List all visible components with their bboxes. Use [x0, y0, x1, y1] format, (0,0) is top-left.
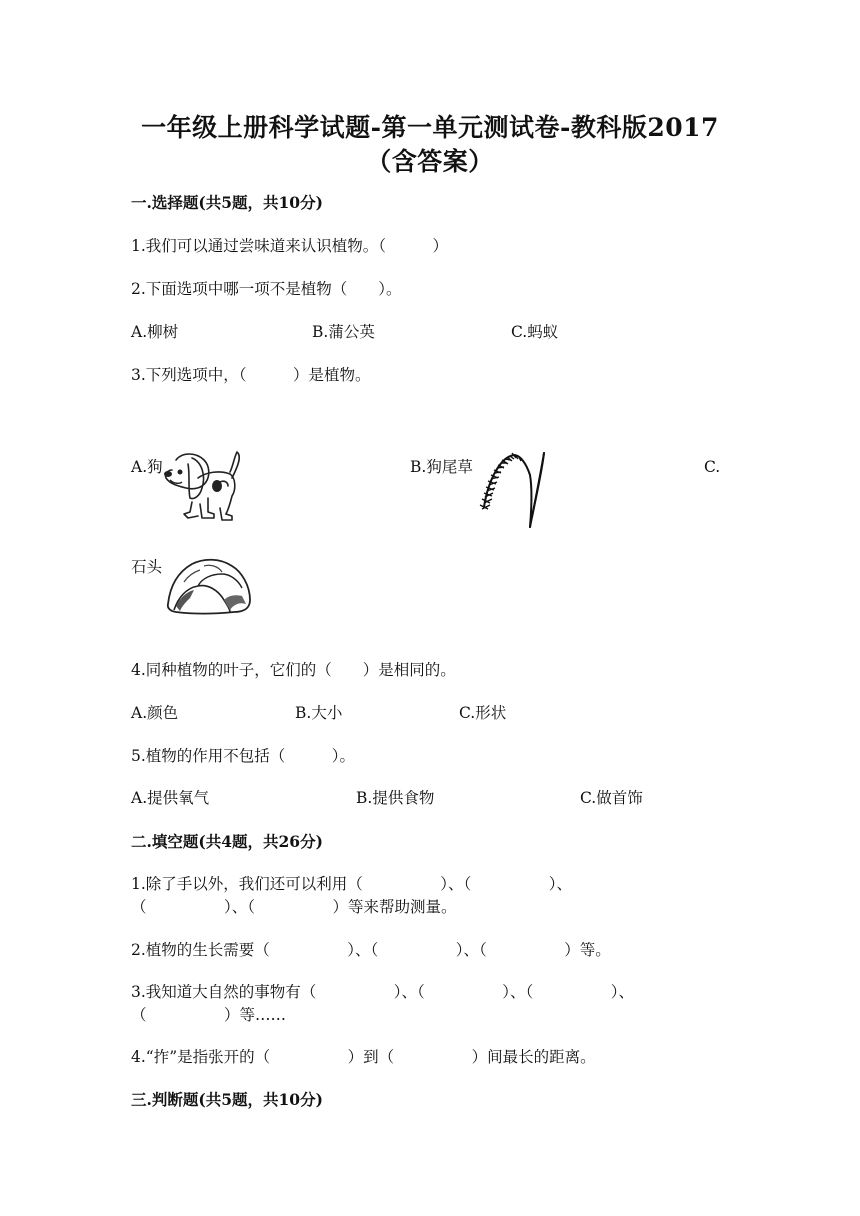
fill-question-1-line2: （ ）、（ ）等来帮助测量。 — [131, 898, 457, 916]
q2-option-c: C.蚂蚁 — [511, 323, 559, 341]
section-heading-fill: 二.填空题(共4题，共26分) — [131, 832, 323, 851]
fill-question-1-line1: 1.除了手以外，我们还可以利用（ ）、（ ）、 — [131, 875, 573, 893]
question-3: 3.下列选项中，（ ）是植物。 — [131, 366, 371, 384]
section-heading-choice: 一.选择题(共5题，共10分) — [131, 193, 323, 212]
q5-option-b: B.提供食物 — [356, 789, 435, 807]
q3-option-c-text: 石头 — [131, 558, 163, 576]
page-subtitle: （含答案） — [366, 147, 494, 176]
q3-option-c: C. — [704, 458, 721, 476]
q3-option-a: A.狗 — [131, 458, 163, 476]
q4-option-b: B.大小 — [295, 704, 343, 722]
question-5: 5.植物的作用不包括（ ）。 — [131, 747, 356, 765]
question-4: 4.同种植物的叶子，它们的（ ）是相同的。 — [131, 661, 456, 679]
foxtail-grass-icon — [476, 447, 548, 531]
dog-icon — [162, 448, 252, 524]
fill-question-3-line1: 3.我知道大自然的事物有（ ）、（ ）、（ ）、 — [131, 983, 635, 1001]
fill-question-2: 2.植物的生长需要（ ）、（ ）、（ ）等。 — [131, 941, 611, 959]
fill-question-3-line2: （ ）等…… — [131, 1006, 287, 1024]
q5-option-c: C.做首饰 — [580, 789, 643, 807]
q2-option-a: A.柳树 — [131, 323, 179, 341]
stone-icon — [164, 556, 254, 616]
question-2: 2.下面选项中哪一项不是植物（ ）。 — [131, 280, 402, 298]
q4-option-c: C.形状 — [459, 704, 507, 722]
q2-option-b: B.蒲公英 — [312, 323, 375, 341]
section-heading-judge: 三.判断题(共5题，共10分) — [131, 1090, 323, 1109]
page-title: 一年级上册科学试题-第一单元测试卷-教科版2017 — [141, 113, 719, 142]
q5-option-a: A.提供氧气 — [131, 789, 210, 807]
fill-question-4: 4.“拃”是指张开的（ ）到（ ）间最长的距离。 — [131, 1048, 596, 1066]
question-1: 1.我们可以通过尝味道来认识植物。（ ） — [131, 237, 449, 255]
q4-option-a: A.颜色 — [131, 704, 179, 722]
q3-option-b: B.狗尾草 — [410, 458, 473, 476]
